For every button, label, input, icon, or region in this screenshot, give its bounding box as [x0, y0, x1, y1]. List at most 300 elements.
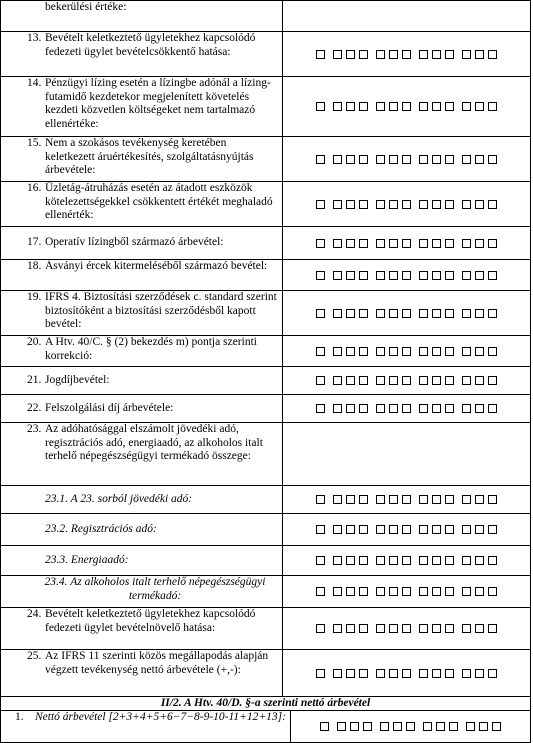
digit-box[interactable] [475, 669, 484, 678]
digit-group [376, 624, 411, 633]
digit-box[interactable] [402, 347, 411, 356]
digit-box[interactable] [488, 239, 497, 248]
digit-box[interactable] [445, 556, 454, 565]
digit-group [419, 200, 454, 209]
digit-box[interactable] [432, 587, 441, 596]
digit-box[interactable] [432, 309, 441, 318]
digit-box[interactable] [316, 309, 325, 318]
digit-box[interactable] [432, 200, 441, 209]
amount-boxes[interactable] [283, 291, 530, 335]
digit-box[interactable] [432, 376, 441, 385]
digit-box[interactable] [432, 525, 441, 534]
digit-box[interactable] [488, 155, 497, 164]
digit-box[interactable] [462, 404, 471, 413]
row-15: 15. Nem a szokásos tevékenység keretében keletkezett áruértékesítés, szolgáltatásnyújtás árbevétele: [0, 137, 531, 182]
digit-box[interactable] [333, 376, 342, 385]
digit-box[interactable] [488, 495, 497, 504]
digit-box[interactable] [488, 669, 497, 678]
amount-boxes[interactable] [283, 227, 530, 259]
row-net-revenue: 1. Nettó árbevétel [2+3+4+5+6−7−8-9-10-11+12+13]: [0, 711, 531, 743]
digit-box[interactable] [376, 404, 385, 413]
digit-group [419, 525, 454, 534]
digit-box[interactable] [432, 669, 441, 678]
digit-box[interactable] [462, 347, 471, 356]
amount-boxes[interactable] [283, 137, 530, 181]
digit-box[interactable] [359, 200, 368, 209]
digit-box[interactable] [316, 669, 325, 678]
digit-group [419, 587, 454, 596]
digit-group [419, 271, 454, 280]
digit-box[interactable] [462, 50, 471, 59]
digit-group [462, 200, 497, 209]
digit-box[interactable] [346, 495, 355, 504]
digit-box[interactable] [432, 102, 441, 111]
digit-group [316, 587, 325, 596]
digit-box[interactable] [488, 624, 497, 633]
digit-box[interactable] [376, 155, 385, 164]
digit-box[interactable] [316, 271, 325, 280]
amount-boxes[interactable] [283, 77, 530, 136]
digit-box[interactable] [333, 525, 342, 534]
digit-box[interactable] [346, 200, 355, 209]
digit-box[interactable] [389, 404, 398, 413]
digit-box[interactable] [488, 404, 497, 413]
digit-box[interactable] [359, 525, 368, 534]
digit-box[interactable] [488, 556, 497, 565]
digit-group [333, 556, 368, 565]
digit-box[interactable] [320, 722, 329, 731]
digit-group [316, 200, 325, 209]
digit-box[interactable] [488, 50, 497, 59]
digit-box[interactable] [402, 669, 411, 678]
digit-box[interactable] [402, 525, 411, 534]
amount-boxes[interactable] [283, 336, 530, 366]
digit-box[interactable] [475, 309, 484, 318]
digit-box[interactable] [419, 624, 428, 633]
row-21: 21. Jogdíjbevétel: [0, 367, 531, 395]
digit-box[interactable] [316, 495, 325, 504]
amount-boxes[interactable] [291, 711, 530, 742]
digit-box[interactable] [376, 624, 385, 633]
digit-box[interactable] [462, 155, 471, 164]
digit-box[interactable] [389, 624, 398, 633]
digit-box[interactable] [376, 347, 385, 356]
digit-box[interactable] [462, 669, 471, 678]
digit-box[interactable] [376, 271, 385, 280]
digit-box[interactable] [419, 200, 428, 209]
digit-group [376, 495, 411, 504]
digit-group [419, 239, 454, 248]
digit-box[interactable] [436, 722, 445, 731]
digit-box[interactable] [406, 722, 415, 731]
digit-box[interactable] [389, 587, 398, 596]
digit-group [462, 102, 497, 111]
digit-group [419, 50, 454, 59]
digit-box[interactable] [445, 271, 454, 280]
digit-group [376, 239, 411, 248]
digit-box[interactable] [432, 155, 441, 164]
digit-box[interactable] [419, 587, 428, 596]
amount-boxes[interactable] [283, 576, 530, 607]
digit-box[interactable] [475, 50, 484, 59]
amount-boxes[interactable] [283, 367, 530, 394]
digit-box[interactable] [316, 50, 325, 59]
digit-box[interactable] [376, 376, 385, 385]
digit-box[interactable] [346, 587, 355, 596]
digit-box[interactable] [488, 102, 497, 111]
digit-box[interactable] [376, 525, 385, 534]
digit-box[interactable] [389, 271, 398, 280]
digit-box[interactable] [333, 239, 342, 248]
digit-group [316, 347, 325, 356]
digit-group [316, 155, 325, 164]
digit-box[interactable] [376, 102, 385, 111]
digit-box[interactable] [462, 239, 471, 248]
digit-box[interactable] [475, 495, 484, 504]
digit-box[interactable] [359, 376, 368, 385]
digit-box[interactable] [419, 376, 428, 385]
digit-box[interactable] [359, 271, 368, 280]
digit-box[interactable] [316, 587, 325, 596]
row-20: 20. A Htv. 40/C. § (2) bekezdés m) pontja szerinti korrekció: [0, 336, 531, 367]
digit-box[interactable] [380, 722, 389, 731]
digit-box[interactable] [419, 239, 428, 248]
digit-group [419, 556, 454, 565]
digit-box[interactable] [475, 271, 484, 280]
digit-box[interactable] [475, 347, 484, 356]
amount-boxes[interactable] [283, 182, 530, 226]
digit-box[interactable] [346, 404, 355, 413]
digit-box[interactable] [419, 155, 428, 164]
row-13: 13. Bevételt keletkeztető ügyletekhez kapcsolódó fedezeti ügylet bevételcsökkentő hatása: [0, 32, 531, 77]
digit-box[interactable] [419, 347, 428, 356]
digit-box[interactable] [449, 722, 458, 731]
digit-group [419, 102, 454, 111]
digit-group [462, 50, 497, 59]
row-22: 22. Felszolgálási díj árbevétele: [0, 395, 531, 423]
digit-box[interactable] [333, 271, 342, 280]
digit-box[interactable] [432, 347, 441, 356]
digit-box[interactable] [346, 271, 355, 280]
digit-box[interactable] [346, 347, 355, 356]
amount-boxes[interactable] [283, 486, 530, 513]
digit-box[interactable] [359, 309, 368, 318]
digit-box[interactable] [316, 347, 325, 356]
digit-box[interactable] [333, 587, 342, 596]
digit-box[interactable] [376, 669, 385, 678]
digit-box[interactable] [359, 50, 368, 59]
row-16: 16. Üzletág-átruházás esetén az átadott eszközök kötelezettségekkel csökkentett értékét meghaladó ellenérték: [0, 182, 531, 227]
digit-box[interactable] [475, 624, 484, 633]
digit-box[interactable] [432, 404, 441, 413]
digit-box[interactable] [376, 309, 385, 318]
digit-box[interactable] [419, 309, 428, 318]
digit-box[interactable] [475, 587, 484, 596]
digit-group [462, 556, 497, 565]
amount-boxes[interactable] [283, 395, 530, 422]
digit-group [419, 347, 454, 356]
digit-box[interactable] [333, 155, 342, 164]
digit-box[interactable] [488, 309, 497, 318]
row-23-3: 23.3. Energiaadó: [0, 546, 531, 576]
digit-box[interactable] [402, 50, 411, 59]
digit-group [376, 556, 411, 565]
digit-group [316, 376, 325, 385]
digit-box[interactable] [346, 102, 355, 111]
digit-box[interactable] [402, 376, 411, 385]
digit-box[interactable] [466, 722, 475, 731]
digit-box[interactable] [462, 309, 471, 318]
digit-group [376, 309, 411, 318]
digit-box[interactable] [346, 669, 355, 678]
digit-box[interactable] [445, 587, 454, 596]
digit-box[interactable] [445, 239, 454, 248]
digit-box[interactable] [389, 669, 398, 678]
digit-group [376, 50, 411, 59]
digit-box[interactable] [389, 495, 398, 504]
digit-box[interactable] [393, 722, 402, 731]
digit-group [316, 102, 325, 111]
digit-box[interactable] [488, 525, 497, 534]
digit-box[interactable] [346, 50, 355, 59]
digit-box[interactable] [445, 624, 454, 633]
digit-box[interactable] [462, 495, 471, 504]
digit-box[interactable] [445, 155, 454, 164]
row-23-4: 23.4. Az alkoholos italt terhelő népegészségügyi termékadó: [0, 576, 531, 608]
digit-box[interactable] [402, 624, 411, 633]
digit-group [333, 239, 368, 248]
digit-box[interactable] [445, 525, 454, 534]
digit-box[interactable] [316, 102, 325, 111]
digit-box[interactable] [488, 271, 497, 280]
digit-box[interactable] [359, 347, 368, 356]
amount-boxes[interactable] [283, 546, 530, 575]
digit-box[interactable] [376, 50, 385, 59]
digit-box[interactable] [419, 556, 428, 565]
digit-box[interactable] [333, 50, 342, 59]
digit-box[interactable] [389, 155, 398, 164]
digit-group [316, 495, 325, 504]
digit-box[interactable] [445, 495, 454, 504]
digit-box[interactable] [359, 669, 368, 678]
digit-box[interactable] [359, 495, 368, 504]
digit-box[interactable] [402, 239, 411, 248]
digit-box[interactable] [475, 525, 484, 534]
digit-box[interactable] [462, 624, 471, 633]
digit-box[interactable] [346, 309, 355, 318]
digit-box[interactable] [475, 102, 484, 111]
digit-box[interactable] [475, 200, 484, 209]
digit-box[interactable] [419, 525, 428, 534]
digit-box[interactable] [346, 624, 355, 633]
digit-box[interactable] [432, 50, 441, 59]
section-header: II/2. A Htv. 40/D. §-a szerinti nettó árbevétel [0, 697, 531, 711]
digit-box[interactable] [475, 239, 484, 248]
digit-box[interactable] [462, 200, 471, 209]
digit-box[interactable] [462, 376, 471, 385]
row-25: 25. Az IFRS 11 szerinti közös megállapodás alapján végzett tevékenység nettó árbevétele (+,-): [0, 650, 531, 697]
digit-box[interactable] [475, 404, 484, 413]
digit-box[interactable] [462, 525, 471, 534]
digit-box[interactable] [475, 155, 484, 164]
digit-group [333, 200, 368, 209]
digit-group [423, 722, 458, 731]
digit-group [316, 50, 325, 59]
digit-box[interactable] [346, 556, 355, 565]
row-18: 18. Ásványi ércek kitermeléséből származó bevétel: [0, 260, 531, 291]
digit-box[interactable] [402, 155, 411, 164]
digit-group [333, 309, 368, 318]
digit-group [333, 495, 368, 504]
digit-box[interactable] [363, 722, 372, 731]
row-17: 17. Operatív lízingből származó árbevétel: [0, 227, 531, 260]
digit-box[interactable] [359, 404, 368, 413]
digit-box[interactable] [376, 587, 385, 596]
digit-box[interactable] [389, 239, 398, 248]
digit-group [333, 347, 368, 356]
digit-box[interactable] [402, 495, 411, 504]
digit-box[interactable] [488, 200, 497, 209]
digit-box[interactable] [462, 587, 471, 596]
digit-box[interactable] [333, 404, 342, 413]
digit-box[interactable] [389, 50, 398, 59]
digit-box[interactable] [402, 200, 411, 209]
digit-group [316, 556, 325, 565]
digit-box[interactable] [419, 50, 428, 59]
digit-box[interactable] [475, 376, 484, 385]
digit-box[interactable] [445, 376, 454, 385]
digit-group [462, 525, 497, 534]
digit-box[interactable] [376, 556, 385, 565]
digit-box[interactable] [333, 556, 342, 565]
digit-box[interactable] [333, 102, 342, 111]
digit-group [333, 155, 368, 164]
digit-box[interactable] [389, 347, 398, 356]
digit-group [419, 155, 454, 164]
digit-box[interactable] [376, 495, 385, 504]
digit-box[interactable] [402, 556, 411, 565]
digit-box[interactable] [445, 102, 454, 111]
digit-box[interactable] [389, 102, 398, 111]
digit-box[interactable] [316, 404, 325, 413]
digit-box[interactable] [333, 495, 342, 504]
digit-box[interactable] [432, 271, 441, 280]
digit-box[interactable] [346, 376, 355, 385]
amount-boxes[interactable] [283, 608, 530, 649]
digit-box[interactable] [402, 404, 411, 413]
digit-box[interactable] [423, 722, 432, 731]
digit-box[interactable] [376, 239, 385, 248]
digit-box[interactable] [402, 587, 411, 596]
digit-box[interactable] [350, 722, 359, 731]
digit-group [333, 271, 368, 280]
digit-box[interactable] [316, 525, 325, 534]
digit-box[interactable] [333, 624, 342, 633]
digit-box[interactable] [333, 309, 342, 318]
digit-box[interactable] [445, 200, 454, 209]
digit-box[interactable] [389, 309, 398, 318]
digit-box[interactable] [488, 376, 497, 385]
digit-box[interactable] [346, 525, 355, 534]
digit-box[interactable] [316, 239, 325, 248]
digit-box[interactable] [445, 404, 454, 413]
digit-group [419, 495, 454, 504]
digit-box[interactable] [389, 525, 398, 534]
digit-box[interactable] [316, 200, 325, 209]
digit-box[interactable] [359, 624, 368, 633]
digit-box[interactable] [316, 376, 325, 385]
digit-box[interactable] [316, 556, 325, 565]
digit-box[interactable] [376, 200, 385, 209]
amount-boxes[interactable] [283, 260, 530, 290]
digit-box[interactable] [479, 722, 488, 731]
digit-box[interactable] [462, 102, 471, 111]
digit-box[interactable] [492, 722, 501, 731]
digit-box[interactable] [389, 200, 398, 209]
amount-boxes[interactable] [283, 514, 530, 545]
digit-group [376, 404, 411, 413]
digit-box[interactable] [359, 239, 368, 248]
digit-box[interactable] [402, 102, 411, 111]
digit-box[interactable] [333, 200, 342, 209]
digit-box[interactable] [432, 624, 441, 633]
digit-box[interactable] [419, 404, 428, 413]
digit-box[interactable] [475, 556, 484, 565]
amount-boxes[interactable] [283, 650, 530, 696]
digit-group [333, 624, 368, 633]
amount-boxes[interactable] [283, 32, 530, 76]
digit-box[interactable] [432, 495, 441, 504]
digit-box[interactable] [333, 669, 342, 678]
digit-box[interactable] [337, 722, 346, 731]
digit-box[interactable] [419, 271, 428, 280]
digit-group [462, 155, 497, 164]
digit-box[interactable] [359, 155, 368, 164]
digit-box[interactable] [445, 347, 454, 356]
digit-box[interactable] [445, 669, 454, 678]
digit-box[interactable] [462, 271, 471, 280]
digit-box[interactable] [445, 50, 454, 59]
digit-box[interactable] [389, 376, 398, 385]
digit-group [316, 404, 325, 413]
digit-box[interactable] [419, 102, 428, 111]
digit-box[interactable] [359, 556, 368, 565]
digit-box[interactable] [316, 624, 325, 633]
digit-group [419, 376, 454, 385]
digit-group [462, 669, 497, 678]
digit-box[interactable] [402, 271, 411, 280]
digit-box[interactable] [402, 309, 411, 318]
digit-box[interactable] [359, 102, 368, 111]
digit-group [462, 404, 497, 413]
digit-box[interactable] [462, 556, 471, 565]
digit-box[interactable] [445, 309, 454, 318]
digit-box[interactable] [419, 495, 428, 504]
digit-group [333, 525, 368, 534]
digit-box[interactable] [346, 239, 355, 248]
digit-box[interactable] [432, 239, 441, 248]
digit-box[interactable] [333, 347, 342, 356]
digit-box[interactable] [389, 556, 398, 565]
digit-box[interactable] [488, 587, 497, 596]
digit-box[interactable] [316, 155, 325, 164]
digit-box[interactable] [359, 587, 368, 596]
digit-box[interactable] [346, 155, 355, 164]
digit-box[interactable] [419, 669, 428, 678]
digit-box[interactable] [488, 347, 497, 356]
digit-box[interactable] [432, 556, 441, 565]
digit-group [462, 347, 497, 356]
